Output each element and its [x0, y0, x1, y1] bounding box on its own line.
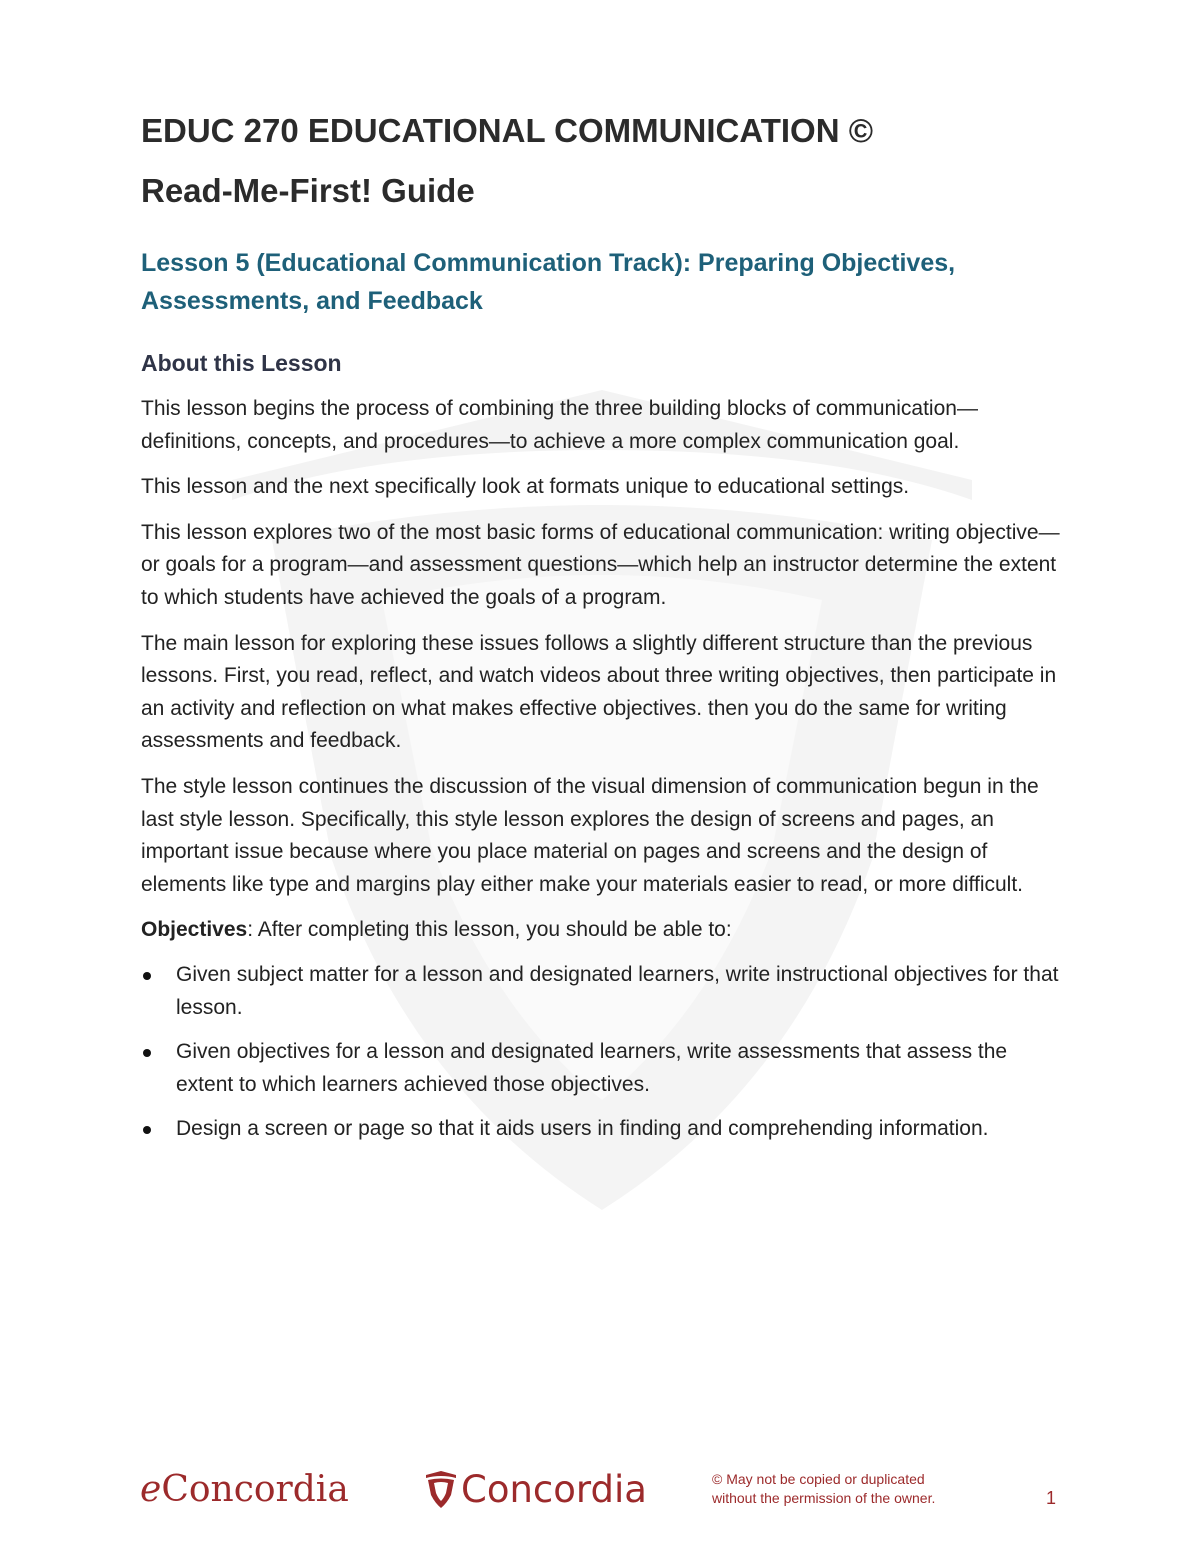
list-item [141, 1113, 1061, 1146]
objective-text: Given objectives for a lesson and designated learners, write assessments that assess the extent to which learners achieved those objectives. [176, 1040, 1008, 1096]
page-number: 1 [1046, 1488, 1057, 1508]
copyright-notice [712, 1470, 935, 1508]
paragraph: The main lesson for exploring these issues follows a slightly different structure than the previous lessons. First, you read, reflect, and watch videos about three writing objectives, then participate in an activity and reflection on what makes effective objectives. then you do the same for writing assessments and feedback. [141, 631, 1057, 753]
concordia-logo [425, 1468, 647, 1512]
bullet-icon [143, 1126, 151, 1134]
paragraph: This lesson begins the process of combining the three building blocks of communication—definitions, concepts, and procedures—to achieve a more complex communication goal. [141, 397, 978, 453]
bullet-icon [143, 972, 151, 980]
econcordia-logo-word: Concordia [161, 1469, 349, 1510]
copyright-line: © May not be copied or duplicated [712, 1471, 925, 1487]
guide-title: Read-Me-First! Guide [141, 172, 475, 209]
list-item [141, 1036, 1061, 1101]
econcordia-logo-prefix: e [140, 1469, 162, 1510]
list-item [141, 959, 1061, 1024]
objectives-list [141, 959, 1061, 1146]
objectives-intro [141, 914, 1061, 947]
paragraph: This lesson explores two of the most basic forms of educational communication: writing objective—or goals for a program—and assessment questions—which help an instructor determine the extent to which students have achieved the goals of a program. [141, 520, 1060, 609]
objectives-intro-text: : After completing this lesson, you should be able to: [247, 918, 732, 942]
concordia-logo-word: Concordia [461, 1468, 647, 1511]
course-title: EDUC 270 EDUCATIONAL COMMUNICATION © [141, 112, 874, 149]
copyright-line: without the permission of the owner. [712, 1490, 936, 1506]
objective-text: Design a screen or page so that it aids users in finding and comprehending information. [176, 1117, 989, 1141]
document-body [141, 108, 1061, 1146]
concordia-shield-icon [425, 1471, 457, 1509]
page-footer [0, 1462, 1200, 1532]
objectives-label: Objectives [141, 918, 248, 942]
paragraph: This lesson and the next specifically look at formats unique to educational settings. [141, 475, 910, 499]
lesson-title: Lesson 5 (Educational Communication Track): Preparing Objectives, Assessments, and Feedback [141, 249, 956, 315]
paragraph: The style lesson continues the discussion of the visual dimension of communication begun in the last style lesson. Specifically, this style lesson explores the design of screens and pages, an important issue because where you place material on pages and screens and the design of elements like type and margins play either make your materials easier to read, or more difficult. [141, 774, 1039, 896]
bullet-icon [143, 1049, 151, 1057]
objective-text: Given subject matter for a lesson and designated learners, write instructional objectives for that lesson. [176, 962, 1059, 1019]
econcordia-logo [140, 1468, 349, 1512]
section-title-about: About this Lesson [141, 350, 342, 376]
